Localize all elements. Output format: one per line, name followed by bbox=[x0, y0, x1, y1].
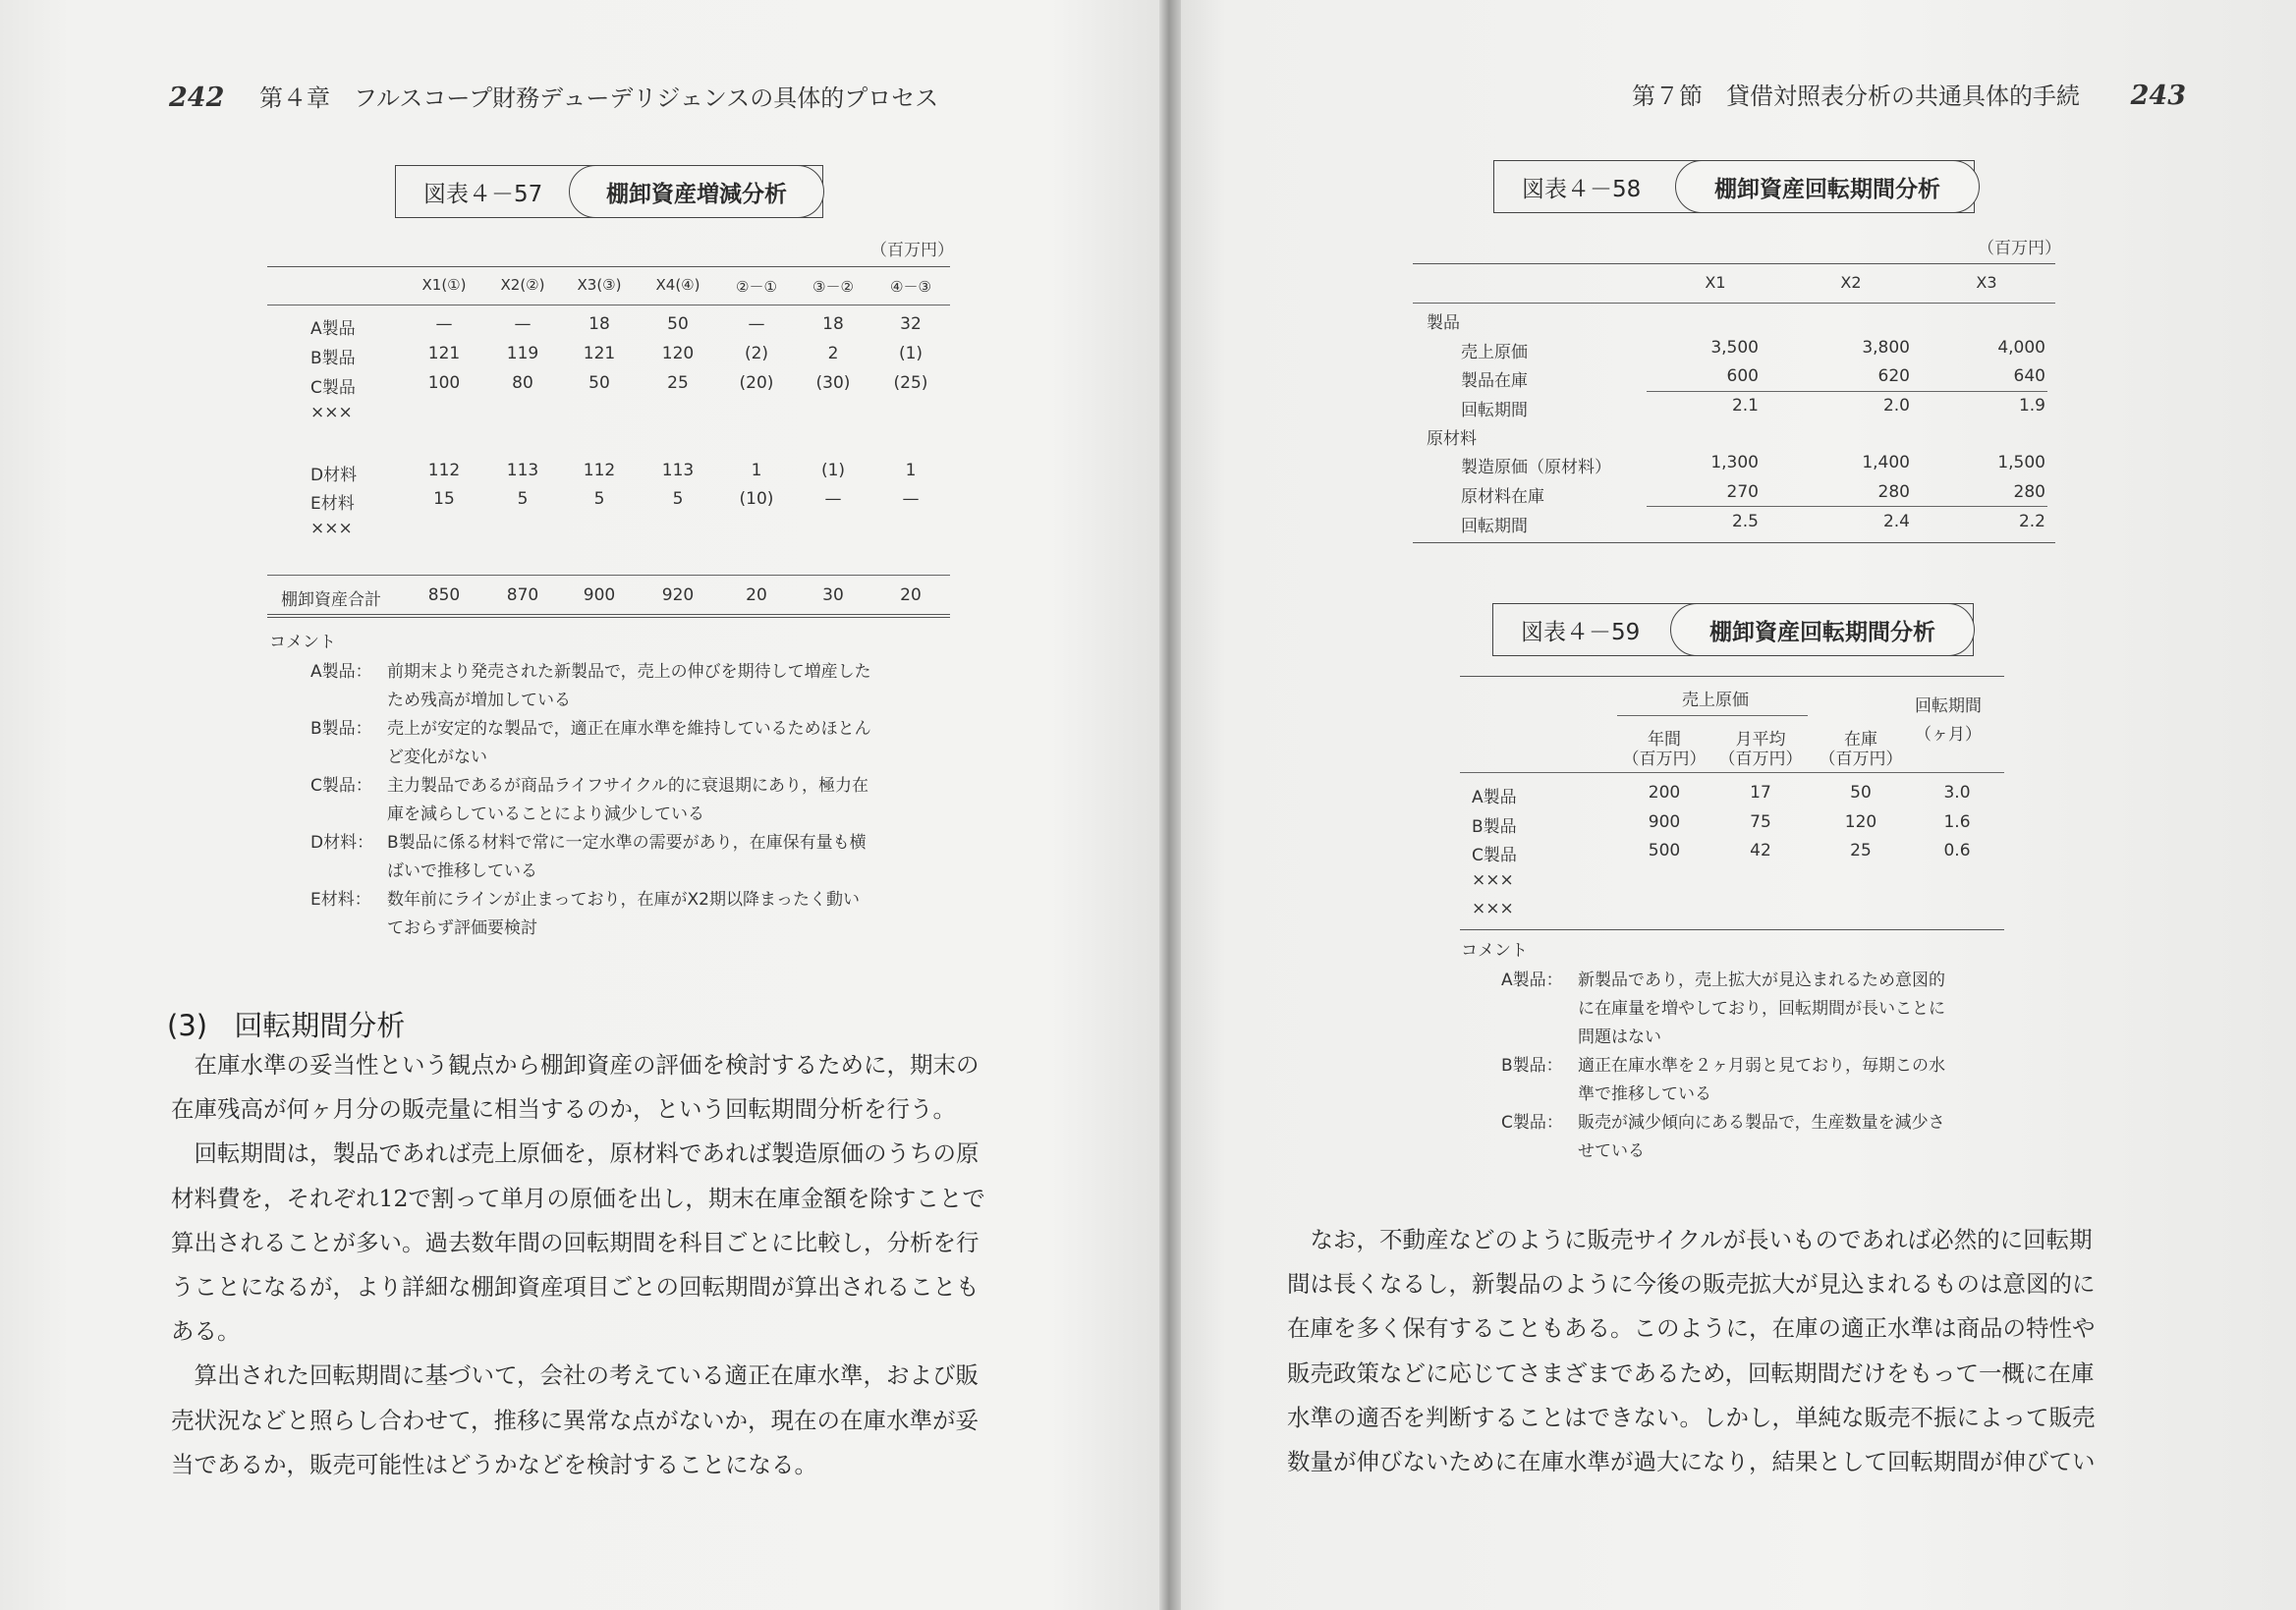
table-cell: 50 bbox=[588, 373, 610, 393]
table-cell: — bbox=[902, 489, 920, 509]
table-cell: 2.4 bbox=[1882, 512, 1910, 531]
book-gutter bbox=[1159, 0, 1181, 1610]
comment-label: A製品： bbox=[1501, 971, 1563, 990]
total-cell: 20 bbox=[900, 585, 922, 605]
body-line: 売状況などと照らし合わせて，推移に異常な点がないか，現在の在庫水準が妥 bbox=[171, 1406, 980, 1434]
comment-label: B製品： bbox=[1501, 1056, 1563, 1076]
right-page-number: 243 bbox=[2130, 81, 2186, 111]
figure-57-unit: （百万円） bbox=[870, 241, 954, 260]
table-cell: 50 bbox=[667, 314, 689, 334]
table-58-top-rule bbox=[1413, 263, 2055, 264]
comment-text: 数年前にラインが止まっており，在庫がX2期以降まったく動い bbox=[387, 890, 860, 910]
group-header: 売上原価 bbox=[1682, 691, 1749, 710]
comment-label: C製品： bbox=[1501, 1113, 1563, 1133]
table-cell: 121 bbox=[427, 344, 461, 363]
body-line: 材料費を，それぞれ12で割って単月の原価を出し，期末在庫金額を除すことで bbox=[171, 1184, 985, 1212]
body-line: 水準の適否を判断することはできない。しかし，単純な販売不振によって販売 bbox=[1287, 1403, 2096, 1431]
table-cell: 18 bbox=[588, 314, 610, 334]
table-cell: 3.0 bbox=[1943, 783, 1971, 803]
column-header: （百万円） bbox=[1819, 749, 1903, 769]
table-cell: 17 bbox=[1750, 783, 1771, 803]
row-label: ××× bbox=[310, 519, 353, 538]
comment-text: 新製品であり，売上拡大が見込まれるため意図的 bbox=[1578, 971, 1945, 990]
table-cell: — bbox=[514, 314, 532, 334]
table-cell: 0.6 bbox=[1943, 841, 1971, 861]
body-line: なお，不動産などのように販売サイクルが長いものであれば必然的に回転期 bbox=[1287, 1226, 2093, 1253]
row-label: C製品 bbox=[1472, 846, 1517, 865]
body-line: 数量が伸びないために在庫水準が過大になり，結果として回転期間が伸びてい bbox=[1287, 1448, 2096, 1475]
figure-59-number: 図表４－59 bbox=[1521, 619, 1641, 645]
comment-text: ておらず評価要検討 bbox=[387, 918, 537, 938]
section-title: 回転期間分析 bbox=[234, 1009, 406, 1042]
column-header: ④－③ bbox=[890, 278, 931, 296]
section-number: (3) bbox=[167, 1009, 208, 1042]
comment-label: D材料： bbox=[310, 833, 374, 853]
table-58-bottom-rule bbox=[1413, 542, 2055, 543]
table-59-top-rule bbox=[1460, 676, 2004, 677]
figure-59-caption bbox=[1492, 603, 1974, 656]
table-cell: 1.6 bbox=[1943, 812, 1971, 832]
table-cell: 5 bbox=[672, 489, 684, 509]
table-cell: 3,800 bbox=[1862, 338, 1910, 358]
row-label: A製品 bbox=[310, 319, 356, 339]
table-cell: 2.1 bbox=[1731, 396, 1759, 416]
column-header: X3 bbox=[1976, 273, 1997, 292]
table-cell: 280 bbox=[1877, 482, 1910, 502]
total-cell: 920 bbox=[661, 585, 695, 605]
table-58-header-rule bbox=[1413, 303, 2055, 304]
column-header: （百万円） bbox=[1718, 749, 1803, 769]
table-57-total-rule bbox=[267, 575, 950, 576]
table-cell: 1,300 bbox=[1710, 453, 1759, 472]
comment-text: 問題はない bbox=[1578, 1027, 1661, 1047]
table-cell: 42 bbox=[1750, 841, 1771, 861]
table-cell: 1.9 bbox=[2018, 396, 2045, 416]
table-57-bottom-rule bbox=[267, 614, 950, 618]
column-header: ③－② bbox=[812, 278, 854, 296]
row-label: 製造原価（原材料） bbox=[1461, 458, 1611, 477]
comment-label: B製品： bbox=[310, 719, 372, 739]
table-cell: 900 bbox=[1648, 812, 1681, 832]
total-label: 棚卸資産合計 bbox=[281, 590, 381, 610]
table-cell: (1) bbox=[898, 344, 924, 363]
table-cell: 75 bbox=[1750, 812, 1771, 832]
row-label: A製品 bbox=[1472, 788, 1517, 807]
comment-text: 主力製品であるが商品ライフサイクル的に衰退期にあり，極力在 bbox=[387, 776, 868, 796]
table-57-top-rule bbox=[267, 266, 950, 267]
table-cell: 200 bbox=[1648, 783, 1681, 803]
left-running-header bbox=[169, 79, 938, 113]
left-page-number: 242 bbox=[169, 83, 225, 113]
table-cell: (2) bbox=[744, 344, 769, 363]
figure-59-title: 棚卸資産回転期間分析 bbox=[1670, 603, 1975, 656]
column-header: 月平均 bbox=[1735, 730, 1786, 749]
body-line: 在庫水準の妥当性という観点から棚卸資産の評価を検討するために，期末の bbox=[171, 1051, 980, 1079]
table-cell: 113 bbox=[661, 461, 695, 480]
table-cell: 80 bbox=[512, 373, 533, 393]
row-label: 回転期間 bbox=[1461, 401, 1528, 420]
column-header: （ヶ月） bbox=[1915, 725, 1982, 745]
comment-label: C製品： bbox=[310, 776, 372, 796]
comment-text: 適正在庫水準を２ヶ月弱と見ており，毎期この水 bbox=[1578, 1056, 1945, 1076]
row-label: B製品 bbox=[310, 349, 356, 368]
column-header: X2 bbox=[1840, 273, 1862, 292]
row-label: D材料 bbox=[310, 466, 358, 485]
table-cell: 1,500 bbox=[1997, 453, 2045, 472]
table-cell: 270 bbox=[1726, 482, 1759, 502]
total-cell: 900 bbox=[583, 585, 616, 605]
comment-label: E材料： bbox=[310, 890, 371, 910]
comment-text: ど変化がない bbox=[387, 748, 487, 767]
figure-57-caption bbox=[395, 165, 823, 218]
column-header: ②－① bbox=[736, 278, 777, 296]
row-label: 原材料在庫 bbox=[1461, 487, 1544, 507]
group-label: 原材料 bbox=[1427, 429, 1477, 449]
table-cell: 4,000 bbox=[1997, 338, 2045, 358]
figure-58-title: 棚卸資産回転期間分析 bbox=[1675, 160, 1980, 213]
group-header-rule bbox=[1617, 715, 1808, 716]
comment-text: 庫を減らしていることにより減少している bbox=[387, 805, 704, 824]
table-cell: (30) bbox=[815, 373, 851, 393]
right-section-title: 第７節 貸借対照表分析の共通具体的手続 bbox=[1631, 83, 2080, 110]
total-cell: 870 bbox=[506, 585, 539, 605]
comment-text: ため残高が増加している bbox=[387, 691, 571, 710]
body-line: 算出された回転期間に基づいて，会社の考えている適正在庫水準，および販 bbox=[171, 1361, 980, 1390]
comment-label: A製品： bbox=[310, 662, 372, 682]
body-line: 販売政策などに応じてさまざまであるため，回転期間だけをもって一概に在庫 bbox=[1287, 1359, 2095, 1387]
table-cell: 1 bbox=[905, 461, 917, 480]
subtotal-rule bbox=[1647, 506, 2047, 507]
row-label: E材料 bbox=[310, 494, 355, 514]
column-header: X3(③) bbox=[577, 276, 622, 294]
table-cell: — bbox=[435, 314, 453, 334]
figure-58-number: 図表４－58 bbox=[1522, 176, 1642, 202]
table-cell: 640 bbox=[2013, 366, 2045, 386]
row-label: 回転期間 bbox=[1461, 517, 1528, 536]
table-cell: 2 bbox=[827, 344, 839, 363]
figure-58-unit: （百万円） bbox=[1978, 239, 2061, 258]
comment-text: 販売が減少傾向にある製品で，生産数量を減少さ bbox=[1578, 1113, 1945, 1133]
column-header: （百万円） bbox=[1622, 749, 1707, 769]
table-cell: 25 bbox=[1850, 841, 1872, 861]
table-cell: 2.5 bbox=[1731, 512, 1759, 531]
table-cell: (1) bbox=[820, 461, 846, 480]
table-cell: 2.0 bbox=[1882, 396, 1910, 416]
table-cell: 600 bbox=[1726, 366, 1759, 386]
table-cell: 500 bbox=[1648, 841, 1681, 861]
column-header: X4(④) bbox=[655, 276, 700, 294]
comment-text: に在庫量を増やしており，回転期間が長いことに bbox=[1578, 999, 1945, 1019]
table-cell: 280 bbox=[2013, 482, 2045, 502]
body-line: 間は長くなるし，新製品のように今後の販売拡大が見込まれるものは意図的に bbox=[1287, 1270, 2096, 1299]
table-cell: 15 bbox=[433, 489, 455, 509]
table-cell: 50 bbox=[1850, 783, 1872, 803]
comment-heading: コメント bbox=[269, 633, 336, 652]
column-header: X2(②) bbox=[500, 276, 545, 294]
comment-text: ばいで推移している bbox=[387, 861, 537, 881]
row-label: ××× bbox=[1472, 870, 1514, 890]
row-label: C製品 bbox=[310, 378, 356, 398]
body-line: うことになるが，より詳細な棚卸資産項目ごとの回転期間が算出されることも bbox=[171, 1273, 980, 1301]
table-cell: 1 bbox=[751, 461, 762, 480]
body-line: 当であるか，販売可能性はどうかなどを検討することになる。 bbox=[171, 1450, 817, 1478]
table-cell: 3,500 bbox=[1710, 338, 1759, 358]
body-line: 回転期間は，製品であれば売上原価を，原材料であれば製造原価のうちの原 bbox=[171, 1139, 980, 1168]
table-59-bottom-rule bbox=[1460, 929, 2004, 930]
body-line: 算出されることが多い。過去数年間の回転期間を科目ごとに比較し，分析を行 bbox=[171, 1228, 980, 1256]
row-label: ××× bbox=[1472, 899, 1514, 918]
table-cell: 121 bbox=[583, 344, 616, 363]
table-cell: 1,400 bbox=[1862, 453, 1910, 472]
section-heading bbox=[167, 1004, 405, 1044]
table-cell: 32 bbox=[900, 314, 922, 334]
body-line: 在庫残高が何ヶ月分の販売量に相当するのか，という回転期間分析を行う。 bbox=[171, 1095, 956, 1124]
right-running-header bbox=[1632, 77, 2186, 111]
comment-text: B製品に係る材料で常に一定水準の需要があり，在庫保有量も横 bbox=[387, 833, 867, 853]
comment-text: せている bbox=[1578, 1141, 1645, 1161]
column-header: 在庫 bbox=[1844, 730, 1877, 749]
comment-text: 前期末より発売された新製品で，売上の伸びを期待して増産した bbox=[387, 662, 871, 682]
table-cell: 620 bbox=[1877, 366, 1910, 386]
row-label: 売上原価 bbox=[1461, 343, 1528, 362]
column-header: X1 bbox=[1705, 273, 1726, 292]
group-label: 製品 bbox=[1427, 313, 1460, 333]
body-line: ある。 bbox=[171, 1317, 241, 1346]
table-cell: 120 bbox=[661, 344, 695, 363]
table-cell: 119 bbox=[506, 344, 539, 363]
table-cell: — bbox=[748, 314, 765, 334]
left-chapter-title: 第４章 フルスコープ財務デューデリジェンスの具体的プロセス bbox=[259, 84, 939, 112]
table-cell: 5 bbox=[517, 489, 529, 509]
table-cell: 112 bbox=[583, 461, 616, 480]
table-cell: 112 bbox=[427, 461, 461, 480]
figure-58-caption bbox=[1493, 160, 1975, 213]
subtotal-rule bbox=[1647, 391, 2047, 392]
body-line: 在庫を多く保有することもある。このように，在庫の適正水準は商品の特性や bbox=[1287, 1314, 2096, 1343]
comment-text: 準で推移している bbox=[1578, 1084, 1711, 1104]
total-cell: 30 bbox=[822, 585, 844, 605]
comment-text: 売上が安定的な製品で，適正在庫水準を維持しているためほとん bbox=[387, 719, 871, 739]
total-cell: 850 bbox=[427, 585, 461, 605]
table-cell: 18 bbox=[822, 314, 844, 334]
table-cell: 113 bbox=[506, 461, 539, 480]
table-cell: (20) bbox=[739, 373, 774, 393]
table-59-header-rule bbox=[1460, 772, 2004, 773]
table-cell: 5 bbox=[593, 489, 605, 509]
row-label: B製品 bbox=[1472, 817, 1517, 837]
comment-heading: コメント bbox=[1461, 941, 1528, 961]
figure-57-number: 図表４－57 bbox=[423, 181, 543, 207]
table-cell: (25) bbox=[893, 373, 928, 393]
table-cell: 100 bbox=[427, 373, 461, 393]
row-label: ××× bbox=[310, 403, 353, 422]
row-label: 製品在庫 bbox=[1461, 371, 1528, 391]
table-cell: (10) bbox=[739, 489, 774, 509]
table-cell: 25 bbox=[667, 373, 689, 393]
column-header: 年間 bbox=[1648, 730, 1681, 749]
total-cell: 20 bbox=[746, 585, 767, 605]
column-header: 回転期間 bbox=[1915, 696, 1982, 716]
table-cell: 120 bbox=[1844, 812, 1877, 832]
table-cell: 2.2 bbox=[2018, 512, 2045, 531]
column-header: X1(①) bbox=[421, 276, 467, 294]
figure-57-title: 棚卸資産増減分析 bbox=[569, 165, 824, 218]
table-cell: — bbox=[824, 489, 842, 509]
